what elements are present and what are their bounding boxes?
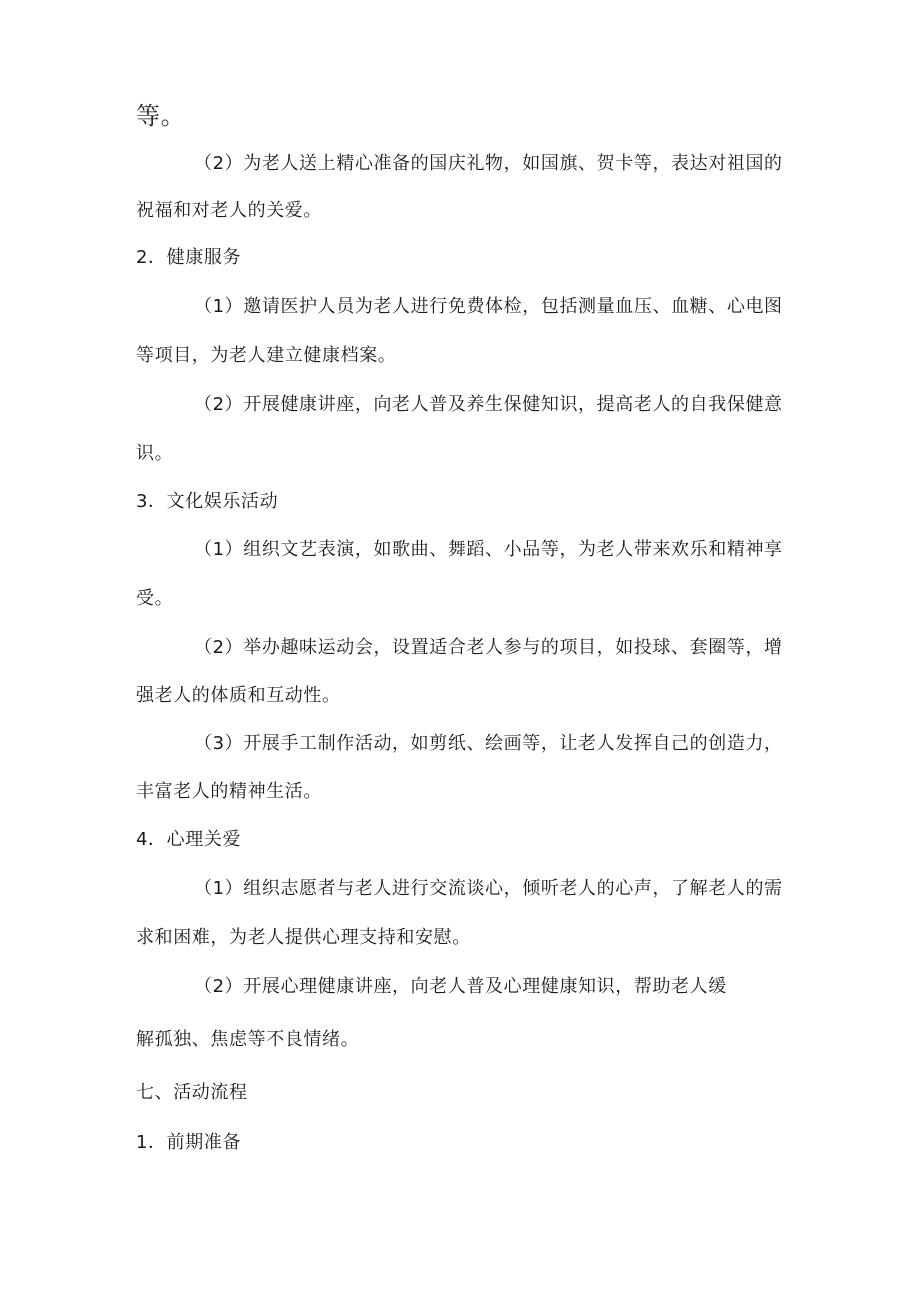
- text-line: （1）邀请医护人员为老人进行免费体检，包括测量血压、血糖、心电图: [194, 296, 783, 317]
- section-heading: 2．健康服务: [136, 247, 242, 268]
- section-heading: 3．文化娱乐活动: [136, 491, 279, 512]
- text-line: （3）开展手工制作活动，如剪纸、绘画等，让老人发挥自己的创造力，: [194, 733, 783, 754]
- text-line: 祝福和对老人的关爱。: [136, 200, 322, 221]
- text-line: 等。: [136, 102, 186, 130]
- section-heading: 1．前期准备: [136, 1132, 242, 1153]
- text-line: （2）开展健康讲座，向老人普及养生保健知识，提高老人的自我保健意: [194, 394, 783, 415]
- text-line: （1）组织文艺表演，如歌曲、舞蹈、小品等，为老人带来欢乐和精神享: [194, 539, 783, 560]
- text-line: （2）开展心理健康讲座，向老人普及心理健康知识，帮助老人缓: [194, 976, 727, 997]
- text-line: 等项目，为老人建立健康档案。: [136, 345, 397, 366]
- text-line: 解孤独、焦虑等不良情绪。: [136, 1029, 360, 1050]
- text-line: 受。: [136, 588, 174, 609]
- text-line: 求和困难，为老人提供心理支持和安慰。: [136, 927, 471, 948]
- text-line: 识。: [136, 443, 174, 464]
- text-line: 丰富老人的精神生活。: [136, 781, 322, 802]
- chapter-heading: 七、活动流程: [136, 1082, 248, 1103]
- text-line: （1）组织志愿者与老人进行交流谈心，倾听老人的心声，了解老人的需: [194, 878, 783, 899]
- text-line: （2）举办趣味运动会，设置适合老人参与的项目，如投球、套圈等，增: [194, 637, 783, 658]
- text-line: （2）为老人送上精心准备的国庆礼物，如国旗、贺卡等，表达对祖国的: [194, 153, 783, 174]
- text-line: 强老人的体质和互动性。: [136, 685, 341, 706]
- section-heading: 4．心理关爱: [136, 829, 242, 850]
